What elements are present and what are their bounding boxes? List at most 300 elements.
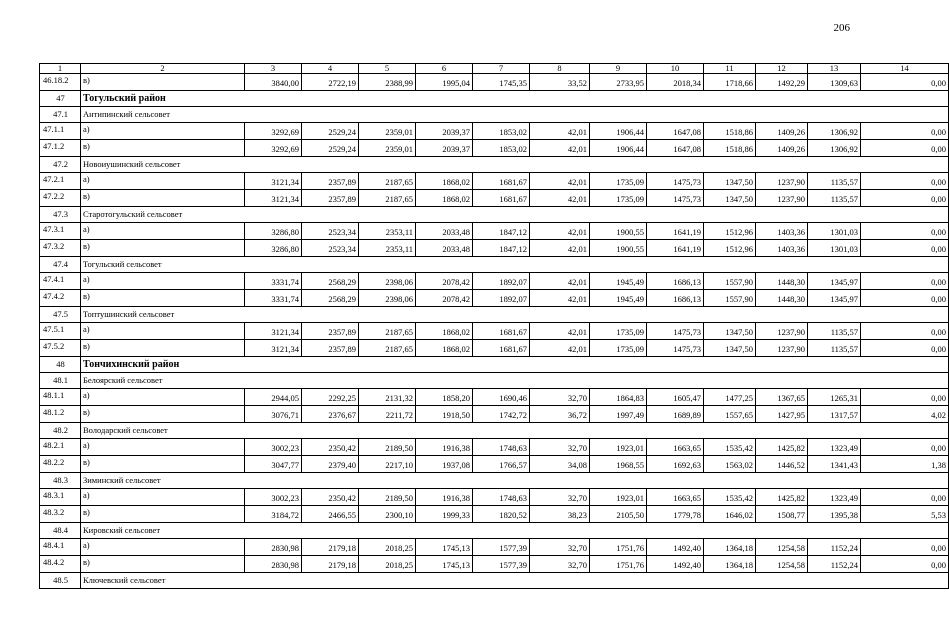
value-cell: 1345,97 xyxy=(808,290,861,307)
value-cell: 0,00 xyxy=(861,190,949,207)
value-cell: 1945,49 xyxy=(590,273,647,290)
value-cell: 1745,13 xyxy=(416,539,473,556)
value-cell: 1923,01 xyxy=(590,489,647,506)
value-cell: 1535,42 xyxy=(704,489,756,506)
row-label: в) xyxy=(81,456,245,473)
value-cell: 1301,03 xyxy=(808,240,861,257)
table-row xyxy=(40,290,949,307)
value-cell: 3331,74 xyxy=(245,290,302,307)
value-cell: 1748,63 xyxy=(473,439,530,456)
row-code: 47.1.1 xyxy=(40,123,81,140)
value-cell: 1364,18 xyxy=(704,539,756,556)
table-row xyxy=(40,556,949,573)
value-cell: 1646,02 xyxy=(704,506,756,523)
value-cell: 1681,67 xyxy=(473,173,530,190)
value-cell: 1306,92 xyxy=(808,140,861,157)
value-cell: 42,01 xyxy=(530,240,590,257)
value-cell: 1152,24 xyxy=(808,556,861,573)
value-cell: 1347,50 xyxy=(704,323,756,340)
row-label: в) xyxy=(81,190,245,207)
value-cell: 2039,37 xyxy=(416,123,473,140)
value-cell: 1135,57 xyxy=(808,190,861,207)
value-cell: 1745,13 xyxy=(416,556,473,573)
header-cell: 2 xyxy=(81,64,245,74)
row-code: 47.5.2 xyxy=(40,340,81,357)
row-label: а) xyxy=(81,273,245,290)
value-cell: 2018,25 xyxy=(359,556,416,573)
value-cell: 2359,01 xyxy=(359,140,416,157)
value-cell: 1306,92 xyxy=(808,123,861,140)
row-code: 47.3 xyxy=(40,207,81,223)
table-row xyxy=(40,240,949,257)
value-cell: 2523,34 xyxy=(302,223,359,240)
value-cell: 1735,09 xyxy=(590,340,647,357)
value-cell: 1475,73 xyxy=(647,340,704,357)
value-cell: 1690,46 xyxy=(473,389,530,406)
value-cell: 2830,98 xyxy=(245,556,302,573)
value-cell: 1853,02 xyxy=(473,140,530,157)
table-row xyxy=(40,223,949,240)
value-cell: 1425,82 xyxy=(756,489,808,506)
value-cell: 1847,12 xyxy=(473,223,530,240)
value-cell: 1745,35 xyxy=(473,74,530,91)
value-cell: 1557,65 xyxy=(704,406,756,423)
value-cell: 2388,99 xyxy=(359,74,416,91)
row-label: в) xyxy=(81,556,245,573)
value-cell: 2039,37 xyxy=(416,140,473,157)
value-cell: 1492,40 xyxy=(647,539,704,556)
value-cell: 1906,44 xyxy=(590,123,647,140)
value-cell: 42,01 xyxy=(530,223,590,240)
value-cell: 1427,95 xyxy=(756,406,808,423)
value-cell: 0,00 xyxy=(861,439,949,456)
value-cell: 1718,66 xyxy=(704,74,756,91)
row-label: а) xyxy=(81,323,245,340)
value-cell: 1681,67 xyxy=(473,340,530,357)
value-cell: 0,00 xyxy=(861,539,949,556)
value-cell: 1409,26 xyxy=(756,140,808,157)
value-cell: 2189,50 xyxy=(359,489,416,506)
value-cell: 1900,55 xyxy=(590,223,647,240)
header-cell: 5 xyxy=(359,64,416,74)
value-cell: 2018,34 xyxy=(647,74,704,91)
value-cell: 1868,02 xyxy=(416,190,473,207)
value-cell: 42,01 xyxy=(530,290,590,307)
value-cell: 1512,96 xyxy=(704,240,756,257)
council-name: Антипинский сельсовет xyxy=(81,107,949,123)
value-cell: 1347,50 xyxy=(704,340,756,357)
council-row xyxy=(40,257,949,273)
row-code: 48.3.1 xyxy=(40,489,81,506)
value-cell: 1779,78 xyxy=(647,506,704,523)
value-cell: 3076,71 xyxy=(245,406,302,423)
value-cell: 2018,25 xyxy=(359,539,416,556)
row-label: в) xyxy=(81,74,245,91)
row-label: в) xyxy=(81,406,245,423)
value-cell: 1395,38 xyxy=(808,506,861,523)
value-cell: 2722,19 xyxy=(302,74,359,91)
value-cell: 1868,02 xyxy=(416,340,473,357)
value-cell: 1557,90 xyxy=(704,290,756,307)
value-cell: 1492,40 xyxy=(647,556,704,573)
council-name: Тогульский сельсовет xyxy=(81,257,949,273)
value-cell: 2078,42 xyxy=(416,290,473,307)
value-cell: 1448,30 xyxy=(756,290,808,307)
value-cell: 3002,23 xyxy=(245,489,302,506)
row-label: а) xyxy=(81,223,245,240)
value-cell: 1681,67 xyxy=(473,323,530,340)
row-label: в) xyxy=(81,140,245,157)
value-cell: 2357,89 xyxy=(302,340,359,357)
value-cell: 2359,01 xyxy=(359,123,416,140)
row-code: 48.2.2 xyxy=(40,456,81,473)
value-cell: 1425,82 xyxy=(756,439,808,456)
value-cell: 2568,29 xyxy=(302,273,359,290)
value-cell: 2179,18 xyxy=(302,539,359,556)
value-cell: 1135,57 xyxy=(808,340,861,357)
value-cell: 1,38 xyxy=(861,456,949,473)
row-code: 47.2.2 xyxy=(40,190,81,207)
value-cell: 32,70 xyxy=(530,539,590,556)
table-row xyxy=(40,389,949,406)
value-cell: 1341,43 xyxy=(808,456,861,473)
value-cell: 2830,98 xyxy=(245,539,302,556)
row-label: а) xyxy=(81,439,245,456)
value-cell: 2523,34 xyxy=(302,240,359,257)
council-name: Володарский сельсовет xyxy=(81,423,949,439)
row-code: 47.1.2 xyxy=(40,140,81,157)
value-cell: 1135,57 xyxy=(808,173,861,190)
value-cell: 2398,06 xyxy=(359,290,416,307)
value-cell: 3121,34 xyxy=(245,173,302,190)
value-cell: 2187,65 xyxy=(359,340,416,357)
value-cell: 1237,90 xyxy=(756,173,808,190)
value-cell: 2292,25 xyxy=(302,389,359,406)
value-cell: 1735,09 xyxy=(590,173,647,190)
value-cell: 1748,63 xyxy=(473,489,530,506)
row-code: 48.3.2 xyxy=(40,506,81,523)
value-cell: 2357,89 xyxy=(302,190,359,207)
value-cell: 1475,73 xyxy=(647,190,704,207)
row-label: а) xyxy=(81,123,245,140)
value-cell: 0,00 xyxy=(861,323,949,340)
row-code: 48.2 xyxy=(40,423,81,439)
value-cell: 1367,65 xyxy=(756,389,808,406)
value-cell: 0,00 xyxy=(861,290,949,307)
row-label: в) xyxy=(81,240,245,257)
value-cell: 1751,76 xyxy=(590,539,647,556)
value-cell: 1317,57 xyxy=(808,406,861,423)
value-cell: 1751,76 xyxy=(590,556,647,573)
row-code: 48.1.2 xyxy=(40,406,81,423)
value-cell: 32,70 xyxy=(530,556,590,573)
council-row xyxy=(40,473,949,489)
value-cell: 34,08 xyxy=(530,456,590,473)
row-code: 48.2.1 xyxy=(40,439,81,456)
value-cell: 2217,10 xyxy=(359,456,416,473)
council-name: Кировский сельсовет xyxy=(81,523,949,539)
row-code: 48.4.2 xyxy=(40,556,81,573)
value-cell: 1995,04 xyxy=(416,74,473,91)
header-cell: 12 xyxy=(756,64,808,74)
header-cell: 8 xyxy=(530,64,590,74)
value-cell: 3331,74 xyxy=(245,273,302,290)
value-cell: 2353,11 xyxy=(359,223,416,240)
value-cell: 3002,23 xyxy=(245,439,302,456)
district-name: Тогульский район xyxy=(81,91,949,107)
value-cell: 2131,32 xyxy=(359,389,416,406)
row-code: 47.4.2 xyxy=(40,290,81,307)
value-cell: 1512,96 xyxy=(704,223,756,240)
value-cell: 1535,42 xyxy=(704,439,756,456)
value-cell: 3121,34 xyxy=(245,190,302,207)
value-cell: 2350,42 xyxy=(302,489,359,506)
row-label: а) xyxy=(81,389,245,406)
table-row xyxy=(40,439,949,456)
row-code: 48.3 xyxy=(40,473,81,489)
value-cell: 1345,97 xyxy=(808,273,861,290)
row-code: 47.4.1 xyxy=(40,273,81,290)
council-row xyxy=(40,307,949,323)
value-cell: 36,72 xyxy=(530,406,590,423)
value-cell: 2357,89 xyxy=(302,173,359,190)
value-cell: 1997,49 xyxy=(590,406,647,423)
value-cell: 1265,31 xyxy=(808,389,861,406)
value-cell: 1152,24 xyxy=(808,539,861,556)
value-cell: 1254,58 xyxy=(756,556,808,573)
value-cell: 33,52 xyxy=(530,74,590,91)
value-cell: 1945,49 xyxy=(590,290,647,307)
value-cell: 3286,80 xyxy=(245,223,302,240)
value-cell: 3121,34 xyxy=(245,340,302,357)
value-cell: 2033,48 xyxy=(416,223,473,240)
value-cell: 1663,65 xyxy=(647,489,704,506)
value-cell: 1237,90 xyxy=(756,340,808,357)
row-code: 47.3.1 xyxy=(40,223,81,240)
value-cell: 42,01 xyxy=(530,173,590,190)
value-cell: 4,02 xyxy=(861,406,949,423)
header-cell: 13 xyxy=(808,64,861,74)
value-cell: 1641,19 xyxy=(647,240,704,257)
value-cell: 0,00 xyxy=(861,240,949,257)
row-label: а) xyxy=(81,173,245,190)
value-cell: 1557,90 xyxy=(704,273,756,290)
value-cell: 1237,90 xyxy=(756,323,808,340)
value-cell: 2379,40 xyxy=(302,456,359,473)
value-cell: 1475,73 xyxy=(647,173,704,190)
value-cell: 1448,30 xyxy=(756,273,808,290)
value-cell: 1906,44 xyxy=(590,140,647,157)
header-cell: 10 xyxy=(647,64,704,74)
header-cell: 14 xyxy=(861,64,949,74)
value-cell: 42,01 xyxy=(530,323,590,340)
row-code: 47.5 xyxy=(40,307,81,323)
value-cell: 42,01 xyxy=(530,340,590,357)
value-cell: 1508,77 xyxy=(756,506,808,523)
value-cell: 1916,38 xyxy=(416,439,473,456)
table-row xyxy=(40,140,949,157)
value-cell: 1254,58 xyxy=(756,539,808,556)
council-name: Ключевский сельсовет xyxy=(81,573,949,589)
value-cell: 1689,89 xyxy=(647,406,704,423)
value-cell: 42,01 xyxy=(530,140,590,157)
table-row xyxy=(40,190,949,207)
value-cell: 3292,69 xyxy=(245,123,302,140)
row-code: 48.4.1 xyxy=(40,539,81,556)
row-code: 47.5.1 xyxy=(40,323,81,340)
header-cell: 4 xyxy=(302,64,359,74)
value-cell: 1309,63 xyxy=(808,74,861,91)
value-cell: 2179,18 xyxy=(302,556,359,573)
value-cell: 1900,55 xyxy=(590,240,647,257)
council-row xyxy=(40,423,949,439)
value-cell: 0,00 xyxy=(861,123,949,140)
table-row xyxy=(40,323,949,340)
value-cell: 1323,49 xyxy=(808,439,861,456)
value-cell: 5,53 xyxy=(861,506,949,523)
value-cell: 2944,05 xyxy=(245,389,302,406)
header-cell: 3 xyxy=(245,64,302,74)
row-code: 48.1 xyxy=(40,373,81,389)
value-cell: 2568,29 xyxy=(302,290,359,307)
value-cell: 2300,10 xyxy=(359,506,416,523)
value-cell: 1681,67 xyxy=(473,190,530,207)
value-cell: 1692,63 xyxy=(647,456,704,473)
council-name: Топтушинский сельсовет xyxy=(81,307,949,323)
value-cell: 2211,72 xyxy=(359,406,416,423)
value-cell: 1853,02 xyxy=(473,123,530,140)
council-name: Белоярский сельсовет xyxy=(81,373,949,389)
value-cell: 1403,36 xyxy=(756,223,808,240)
value-cell: 1605,47 xyxy=(647,389,704,406)
value-cell: 32,70 xyxy=(530,439,590,456)
value-cell: 0,00 xyxy=(861,140,949,157)
table-header-row xyxy=(40,64,949,74)
district-name: Тончихинский район xyxy=(81,357,949,373)
row-code: 48.4 xyxy=(40,523,81,539)
header-cell: 9 xyxy=(590,64,647,74)
value-cell: 1446,52 xyxy=(756,456,808,473)
row-label: а) xyxy=(81,539,245,556)
value-cell: 1409,26 xyxy=(756,123,808,140)
row-code: 46.18.2 xyxy=(40,74,81,91)
value-cell: 0,00 xyxy=(861,340,949,357)
row-code: 47.3.2 xyxy=(40,240,81,257)
value-cell: 2733,95 xyxy=(590,74,647,91)
value-cell: 2105,50 xyxy=(590,506,647,523)
value-cell: 0,00 xyxy=(861,173,949,190)
council-row xyxy=(40,523,949,539)
value-cell: 32,70 xyxy=(530,389,590,406)
value-cell: 0,00 xyxy=(861,389,949,406)
value-cell: 32,70 xyxy=(530,489,590,506)
value-cell: 1301,03 xyxy=(808,223,861,240)
value-cell: 3292,69 xyxy=(245,140,302,157)
value-cell: 1364,18 xyxy=(704,556,756,573)
value-cell: 38,23 xyxy=(530,506,590,523)
table-body xyxy=(40,64,949,589)
table-row xyxy=(40,340,949,357)
row-code: 47.2.1 xyxy=(40,173,81,190)
value-cell: 1868,02 xyxy=(416,323,473,340)
value-cell: 1518,86 xyxy=(704,140,756,157)
row-code: 47.4 xyxy=(40,257,81,273)
row-code: 48.5 xyxy=(40,573,81,589)
value-cell: 2398,06 xyxy=(359,273,416,290)
value-cell: 0,00 xyxy=(861,223,949,240)
value-cell: 1923,01 xyxy=(590,439,647,456)
table-row xyxy=(40,406,949,423)
value-cell: 0,00 xyxy=(861,273,949,290)
council-name: Новоиушинский сельсовет xyxy=(81,157,949,173)
row-label: в) xyxy=(81,506,245,523)
row-label: в) xyxy=(81,340,245,357)
value-cell: 1403,36 xyxy=(756,240,808,257)
value-cell: 1916,38 xyxy=(416,489,473,506)
value-cell: 3047,77 xyxy=(245,456,302,473)
row-code: 48 xyxy=(40,357,81,373)
value-cell: 0,00 xyxy=(861,489,949,506)
value-cell: 1735,09 xyxy=(590,323,647,340)
value-cell: 1847,12 xyxy=(473,240,530,257)
value-cell: 2353,11 xyxy=(359,240,416,257)
value-cell: 1937,08 xyxy=(416,456,473,473)
council-row xyxy=(40,157,949,173)
value-cell: 2350,42 xyxy=(302,439,359,456)
value-cell: 1477,25 xyxy=(704,389,756,406)
value-cell: 1577,39 xyxy=(473,539,530,556)
value-cell: 1864,83 xyxy=(590,389,647,406)
value-cell: 1766,57 xyxy=(473,456,530,473)
value-cell: 1577,39 xyxy=(473,556,530,573)
value-cell: 42,01 xyxy=(530,273,590,290)
value-cell: 1892,07 xyxy=(473,290,530,307)
value-cell: 3286,80 xyxy=(245,240,302,257)
council-name: Старотогульский сельсовет xyxy=(81,207,949,223)
council-row xyxy=(40,107,949,123)
value-cell: 0,00 xyxy=(861,74,949,91)
value-cell: 1735,09 xyxy=(590,190,647,207)
table-row xyxy=(40,489,949,506)
row-label: в) xyxy=(81,290,245,307)
table-row xyxy=(40,74,949,91)
value-cell: 2187,65 xyxy=(359,173,416,190)
value-cell: 1686,13 xyxy=(647,273,704,290)
value-cell: 1323,49 xyxy=(808,489,861,506)
value-cell: 1918,50 xyxy=(416,406,473,423)
value-cell: 2529,24 xyxy=(302,123,359,140)
value-cell: 2187,65 xyxy=(359,323,416,340)
value-cell: 1492,29 xyxy=(756,74,808,91)
value-cell: 1563,02 xyxy=(704,456,756,473)
value-cell: 2187,65 xyxy=(359,190,416,207)
council-row xyxy=(40,207,949,223)
row-code: 47.2 xyxy=(40,157,81,173)
table-row xyxy=(40,273,949,290)
header-cell: 1 xyxy=(40,64,81,74)
value-cell: 42,01 xyxy=(530,123,590,140)
value-cell: 1999,33 xyxy=(416,506,473,523)
value-cell: 1135,57 xyxy=(808,323,861,340)
value-cell: 1641,19 xyxy=(647,223,704,240)
value-cell: 1686,13 xyxy=(647,290,704,307)
value-cell: 1892,07 xyxy=(473,273,530,290)
value-cell: 2078,42 xyxy=(416,273,473,290)
value-cell: 2529,24 xyxy=(302,140,359,157)
value-cell: 2033,48 xyxy=(416,240,473,257)
value-cell: 1347,50 xyxy=(704,190,756,207)
row-code: 48.1.1 xyxy=(40,389,81,406)
